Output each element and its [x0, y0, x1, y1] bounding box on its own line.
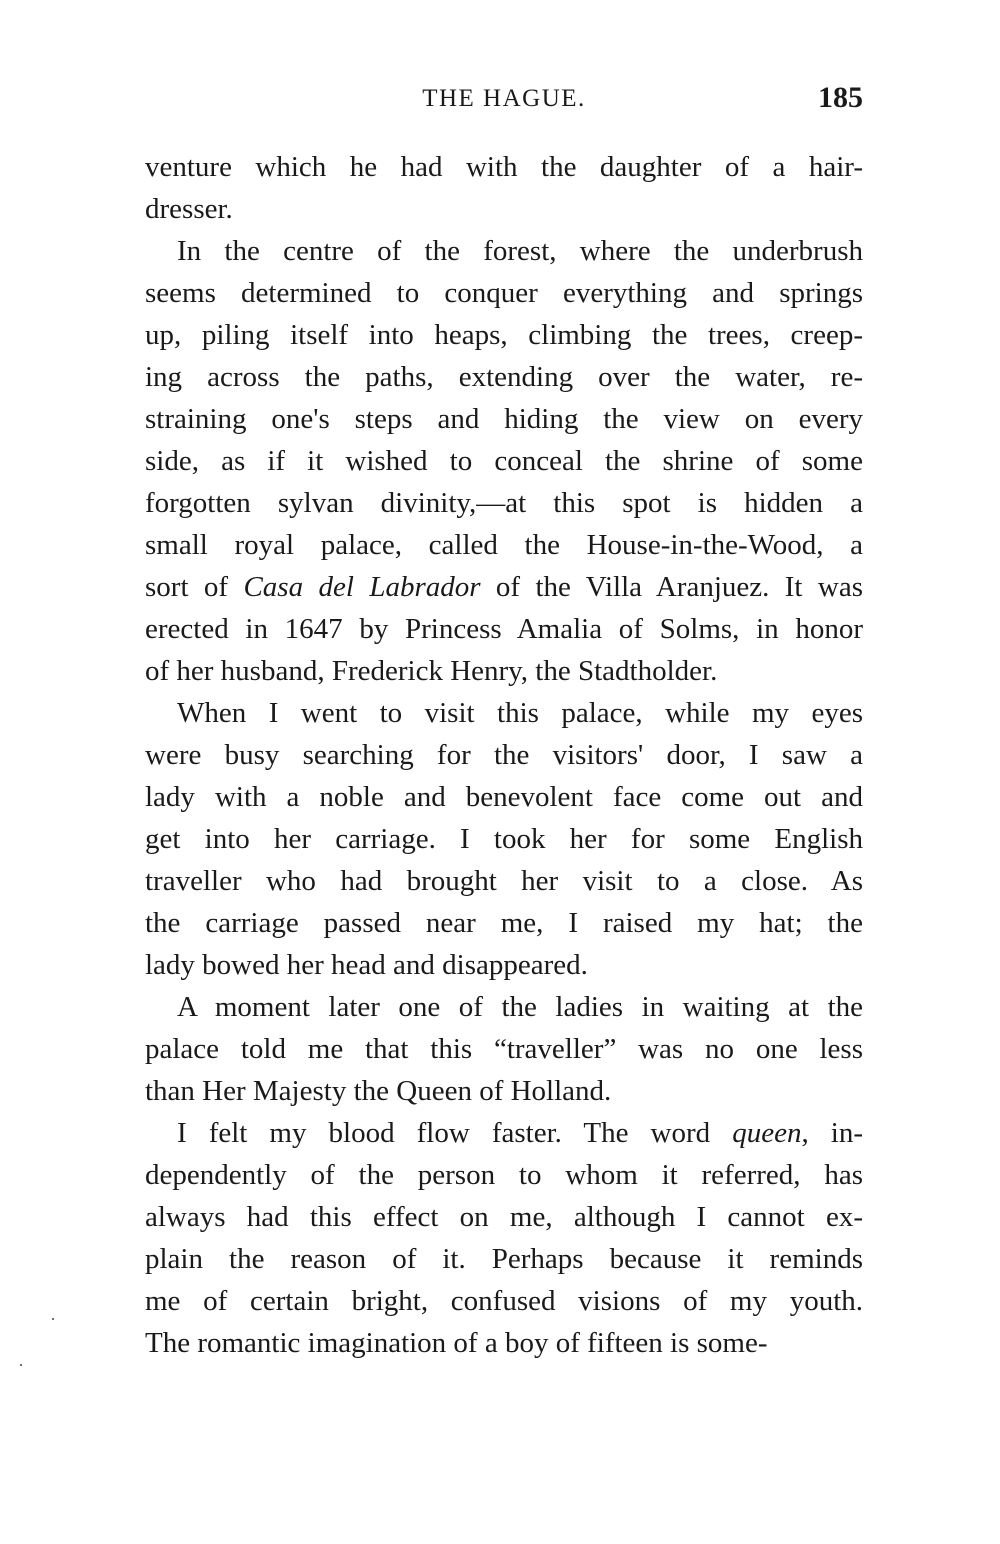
- text-line: seems determined to conquer everything and springs: [145, 277, 863, 309]
- text-line: traveller who had brought her visit to a close. As: [145, 865, 863, 897]
- text-line: When I went to visit this palace, while my eyes: [177, 697, 863, 729]
- text-line: lady bowed her head and disappeared.: [145, 949, 588, 981]
- text-line: straining one's steps and hiding the view on every: [145, 403, 863, 435]
- text-segment: sort of: [145, 571, 244, 603]
- text-line: me of certain bright, confused visions of my youth.: [145, 1285, 863, 1317]
- text-line: lady with a noble and benevolent face come out and: [145, 781, 863, 813]
- text-line: get into her carriage. I took her for some English: [145, 823, 863, 855]
- text-line: the carriage passed near me, I raised my hat; the: [145, 907, 863, 939]
- text-segment: of the Villa Aranjuez. It was: [480, 571, 863, 603]
- text-segment: I felt my blood flow faster. The word: [177, 1117, 733, 1149]
- stray-mark: [20, 1364, 22, 1366]
- text-line: of her husband, Frederick Henry, the Stadtholder.: [145, 655, 718, 687]
- text-line: plain the reason of it. Perhaps because it reminds: [145, 1243, 863, 1275]
- paragraph: [145, 692, 863, 986]
- paragraph: [145, 1112, 863, 1364]
- text-line: A moment later one of the ladies in waiting at the: [177, 991, 863, 1023]
- text-line: dependently of the person to whom it referred, has: [145, 1159, 863, 1191]
- text-line: The romantic imagination of a boy of fifteen is some-: [145, 1327, 768, 1359]
- text-line: side, as if it wished to conceal the shrine of some: [145, 445, 863, 477]
- running-head: [145, 82, 863, 122]
- text-line: small royal palace, called the House-in-the-Wood, a: [145, 529, 863, 561]
- text-line: ing across the paths, extending over the water, re-: [145, 361, 863, 393]
- stray-mark: [52, 1318, 54, 1320]
- paragraph: [145, 986, 863, 1112]
- running-title: THE HAGUE.: [422, 85, 586, 112]
- text-line: venture which he had with the daughter of a hair-: [145, 151, 863, 183]
- text-line: palace told me that this “traveller” was no one less: [145, 1033, 863, 1065]
- text-line: [145, 566, 863, 608]
- text-segment: , in-: [801, 1117, 863, 1149]
- text-line: than Her Majesty the Queen of Holland.: [145, 1075, 612, 1107]
- text-line: forgotten sylvan divinity,—at this spot is hidden a: [145, 487, 863, 519]
- italic-text: Casa del Labrador: [243, 571, 481, 603]
- text-line: In the centre of the forest, where the underbrush: [177, 235, 863, 267]
- italic-text: queen: [732, 1117, 802, 1149]
- body-text: [145, 146, 863, 1364]
- paragraph: [145, 146, 863, 230]
- paragraph: [145, 230, 863, 692]
- text-line: [145, 1112, 863, 1154]
- text-line: always had this effect on me, although I cannot ex-: [145, 1201, 863, 1233]
- page-number: 185: [818, 81, 863, 114]
- text-line: dresser.: [145, 193, 233, 225]
- text-line: up, piling itself into heaps, climbing the trees, creep-: [145, 319, 863, 351]
- text-line: were busy searching for the visitors' door, I saw a: [145, 739, 863, 771]
- text-line: erected in 1647 by Princess Amalia of Solms, in honor: [145, 613, 863, 645]
